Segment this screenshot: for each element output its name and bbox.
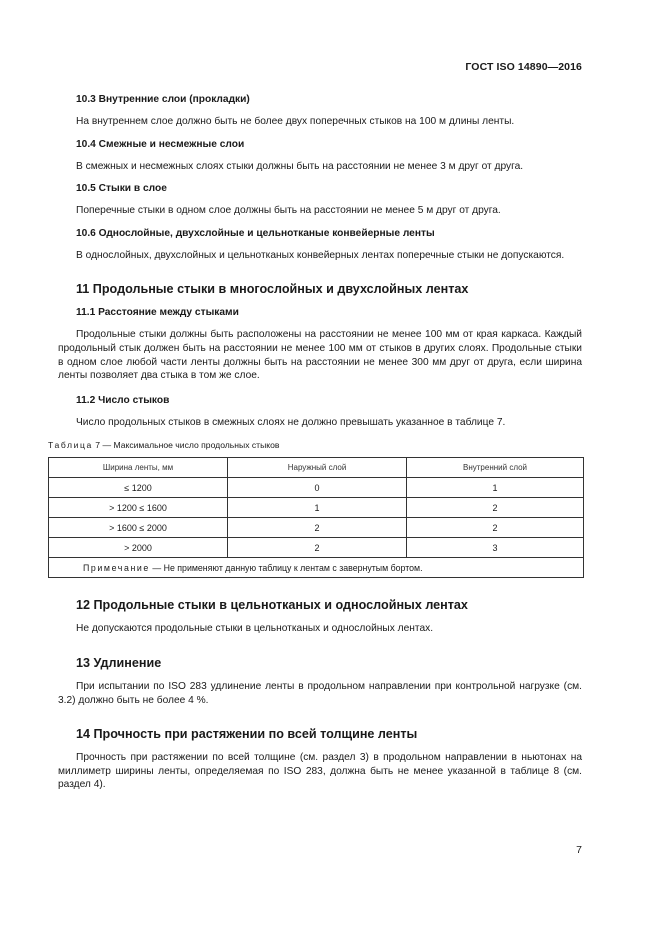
section-12-text: Не допускаются продольные стыки в цельнотканых и однослойных лентах. (76, 623, 434, 635)
table-note-row (49, 558, 584, 578)
table-7-caption (48, 440, 582, 451)
table-cell: 1 (228, 498, 407, 518)
section-10-6-text: В однослойных, двухслойных и цельнотканых конвейерных лентах поперечные стыки не допускаются. (76, 249, 565, 261)
table-cell: 2 (228, 538, 407, 558)
table-row (49, 498, 584, 518)
section-10-6-title: 10.6 Однослойные, двухслойные и цельнотканые конвейерные ленты (76, 227, 435, 239)
table-cell: 1 (407, 478, 584, 498)
document-code: ГОСТ ISO 14890—2016 (465, 61, 582, 73)
section-10-3-title: 10.3 Внутренние слои (прокладки) (76, 94, 250, 105)
table-note-rest: — Не применяют данную таблицу к лентам с завернутым бортом. (149, 562, 423, 573)
section-11-2-text: Число продольных стыков в смежных слоях не должно превышать указанное в таблице 7. (76, 416, 506, 428)
page-content (48, 93, 582, 792)
table-7-caption-word: Таблица (48, 440, 93, 451)
section-11-1-title: 11.1 Расстояние между стыками (76, 307, 239, 319)
table-cell: > 1600 ≤ 2000 (49, 518, 228, 538)
table-cell: ≤ 1200 (49, 478, 228, 498)
section-10-5-title: 10.5 Стыки в слое (76, 183, 167, 195)
section-12-title: 12 Продольные стыки в цельнотканых и однослойных лентах (76, 598, 468, 613)
section-10-3-text: На внутреннем слое должно быть не более двух поперечных стыков на 100 м длины ленты. (76, 116, 515, 127)
section-14-text: Прочность при растяжении по всей толщине (см. раздел 3) в продольном направлении в ньютонах на миллиметр ширины ленты, определяемая по ISO 283, должна быть не менее указанной в таблице 8 (см. раздел 4). (58, 752, 582, 791)
section-11-2-title: 11.2 Число стыков (76, 394, 170, 406)
table-cell: 2 (407, 518, 584, 538)
section-11-1-text: Продольные стыки должны быть расположены на расстоянии не менее 100 мм от края каркаса. Каждый продольный стык должен быть на расстоянии не менее 100 мм от стыков в других слоях. Продольные стыки в одном слое любой части ленты должны быть на расстоянии не менее 300 мм друг от друга, если ширина ленты позволяет два стыка в том же слое. (58, 329, 582, 382)
table-cell: 3 (407, 538, 584, 558)
table-cell: 2 (407, 498, 584, 518)
table-row (49, 538, 584, 558)
table-header-row (49, 458, 584, 478)
table-cell: > 2000 (49, 538, 228, 558)
table-7-caption-rest: 7 — Максимальное число продольных стыков (92, 440, 280, 451)
table-header-inner-layer: Внутренний слой (407, 458, 584, 478)
section-10-5-text: Поперечные стыки в одном слое должны быть на расстоянии не менее 5 м друг от друга. (76, 205, 501, 217)
section-10-4-text: В смежных и несмежных слоях стыки должны быть на расстоянии не менее 3 м друг от друга. (76, 160, 524, 172)
section-13-text: При испытании по ISO 283 удлинение ленты в продольном направлении при контрольной нагрузке (см. 3.2) должно быть не более 4 %. (58, 680, 582, 706)
section-11-title: 11 Продольные стыки в многослойных и двухслойных лентах (76, 282, 469, 297)
table-row (49, 518, 584, 538)
table-cell: 0 (228, 478, 407, 498)
table-note-word: Примечание (83, 562, 150, 573)
section-10-4-title: 10.4 Смежные и несмежные слои (76, 138, 245, 150)
section-13-title: 13 Удлинение (76, 655, 162, 670)
section-14-title: 14 Прочность при растяжении по всей толщине ленты (76, 727, 418, 742)
table-cell: > 1200 ≤ 1600 (49, 498, 228, 518)
table-header-width: Ширина ленты, мм (49, 458, 228, 478)
page-number: 7 (576, 844, 582, 856)
table-row (49, 478, 584, 498)
table-note (49, 558, 584, 578)
table-cell: 2 (228, 518, 407, 538)
table-header-outer-layer: Наружный слой (228, 458, 407, 478)
table-7 (48, 457, 584, 578)
